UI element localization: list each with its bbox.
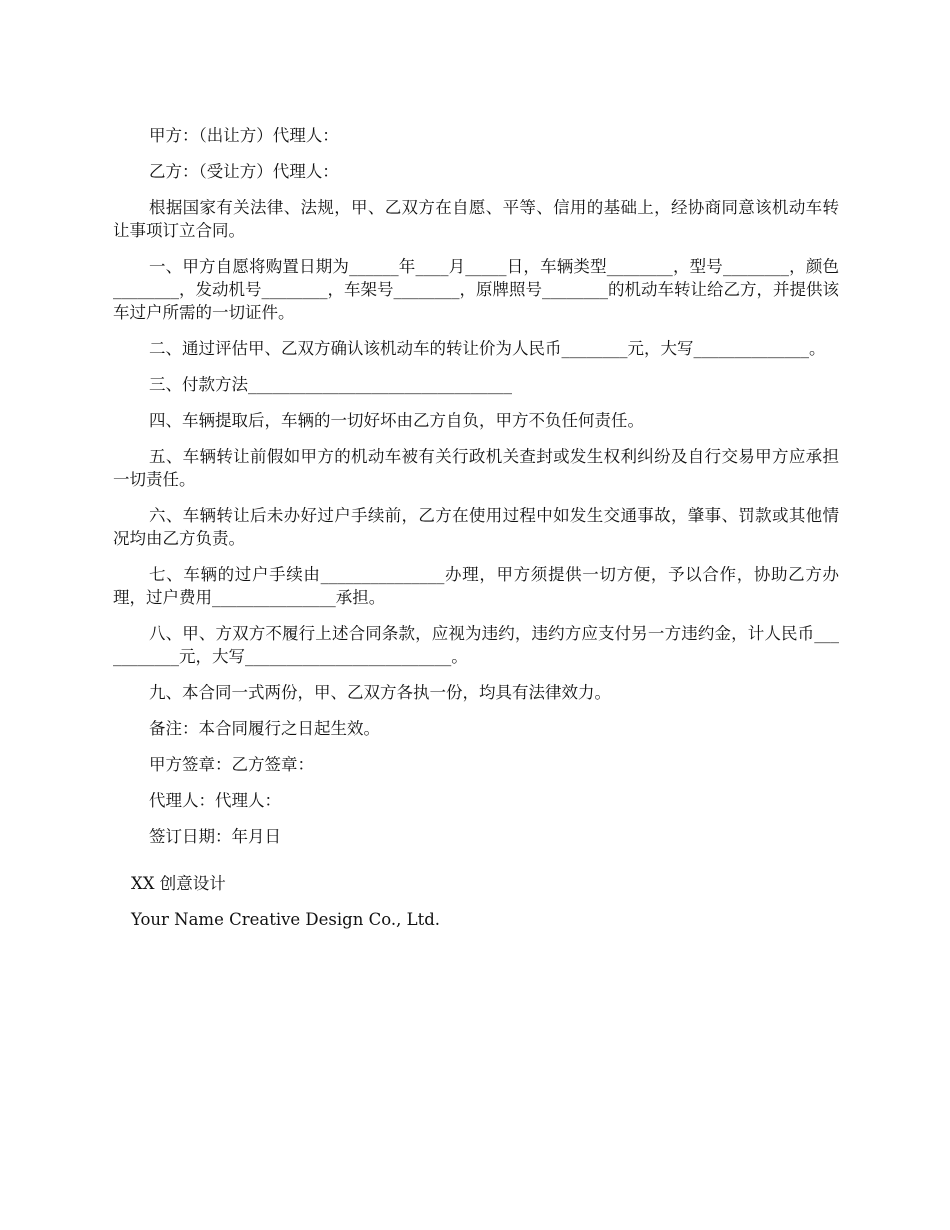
company-name-cn: XX 创意设计 [131, 874, 226, 893]
clause-7: 七、车辆的过户手续由_______________办理，甲方须提供一切方便，予以合作，协助乙方办理，过户费用_______________承担。 [113, 565, 839, 607]
date-line: 签订日期：年月日 [149, 827, 281, 846]
party-b-line: 乙方：（受让方）代理人： [149, 162, 339, 181]
remark-line: 备注：本合同履行之日起生效。 [149, 719, 380, 738]
company-footer [131, 872, 831, 944]
clause-5: 五、车辆转让前假如甲方的机动车被有关行政机关查封或发生权利纠纷及自行交易甲方应承担一切责任。 [113, 447, 839, 489]
clause-3: 三、付款方法________________________________ [149, 375, 512, 394]
clause-4: 四、车辆提取后，车辆的一切好坏由乙方自负，甲方不负任何责任。 [149, 411, 644, 430]
clause-6: 六、车辆转让后未办好过户手续前，乙方在使用过程中如发生交通事故，肇事、罚款或其他情况均由乙方负责。 [113, 506, 839, 548]
preamble-paragraph: 根据国家有关法律、法规，甲、乙双方在自愿、平等、信用的基础上，经协商同意该机动车转让事项订立合同。 [113, 198, 839, 240]
party-a-line: 甲方：（出让方）代理人： [149, 126, 339, 145]
clause-2: 二、通过评估甲、乙双方确认该机动车的转让价为人民币________元，大写______________。 [149, 339, 826, 358]
contract-body [113, 124, 839, 861]
clause-1: 一、甲方自愿将购置日期为______年____月_____日，车辆类型________，型号________，颜色________，发动机号________，车架号________，原牌照号________的机动车转让给乙方，并提供该车过户所需的一切证件。 [113, 257, 839, 322]
agent-line: 代理人：代理人： [149, 791, 281, 810]
clause-8: 八、甲、方双方不履行上述合同条款，应视为违约，违约方应支付另一方违约金，计人民币___________元，大写_________________________。 [113, 624, 839, 666]
clause-9: 九、本合同一式两份，甲、乙双方各执一份，均具有法律效力。 [149, 683, 611, 702]
signature-line: 甲方签章：乙方签章： [149, 755, 314, 774]
company-name-en: Your Name Creative Design Co., Ltd. [131, 910, 441, 929]
